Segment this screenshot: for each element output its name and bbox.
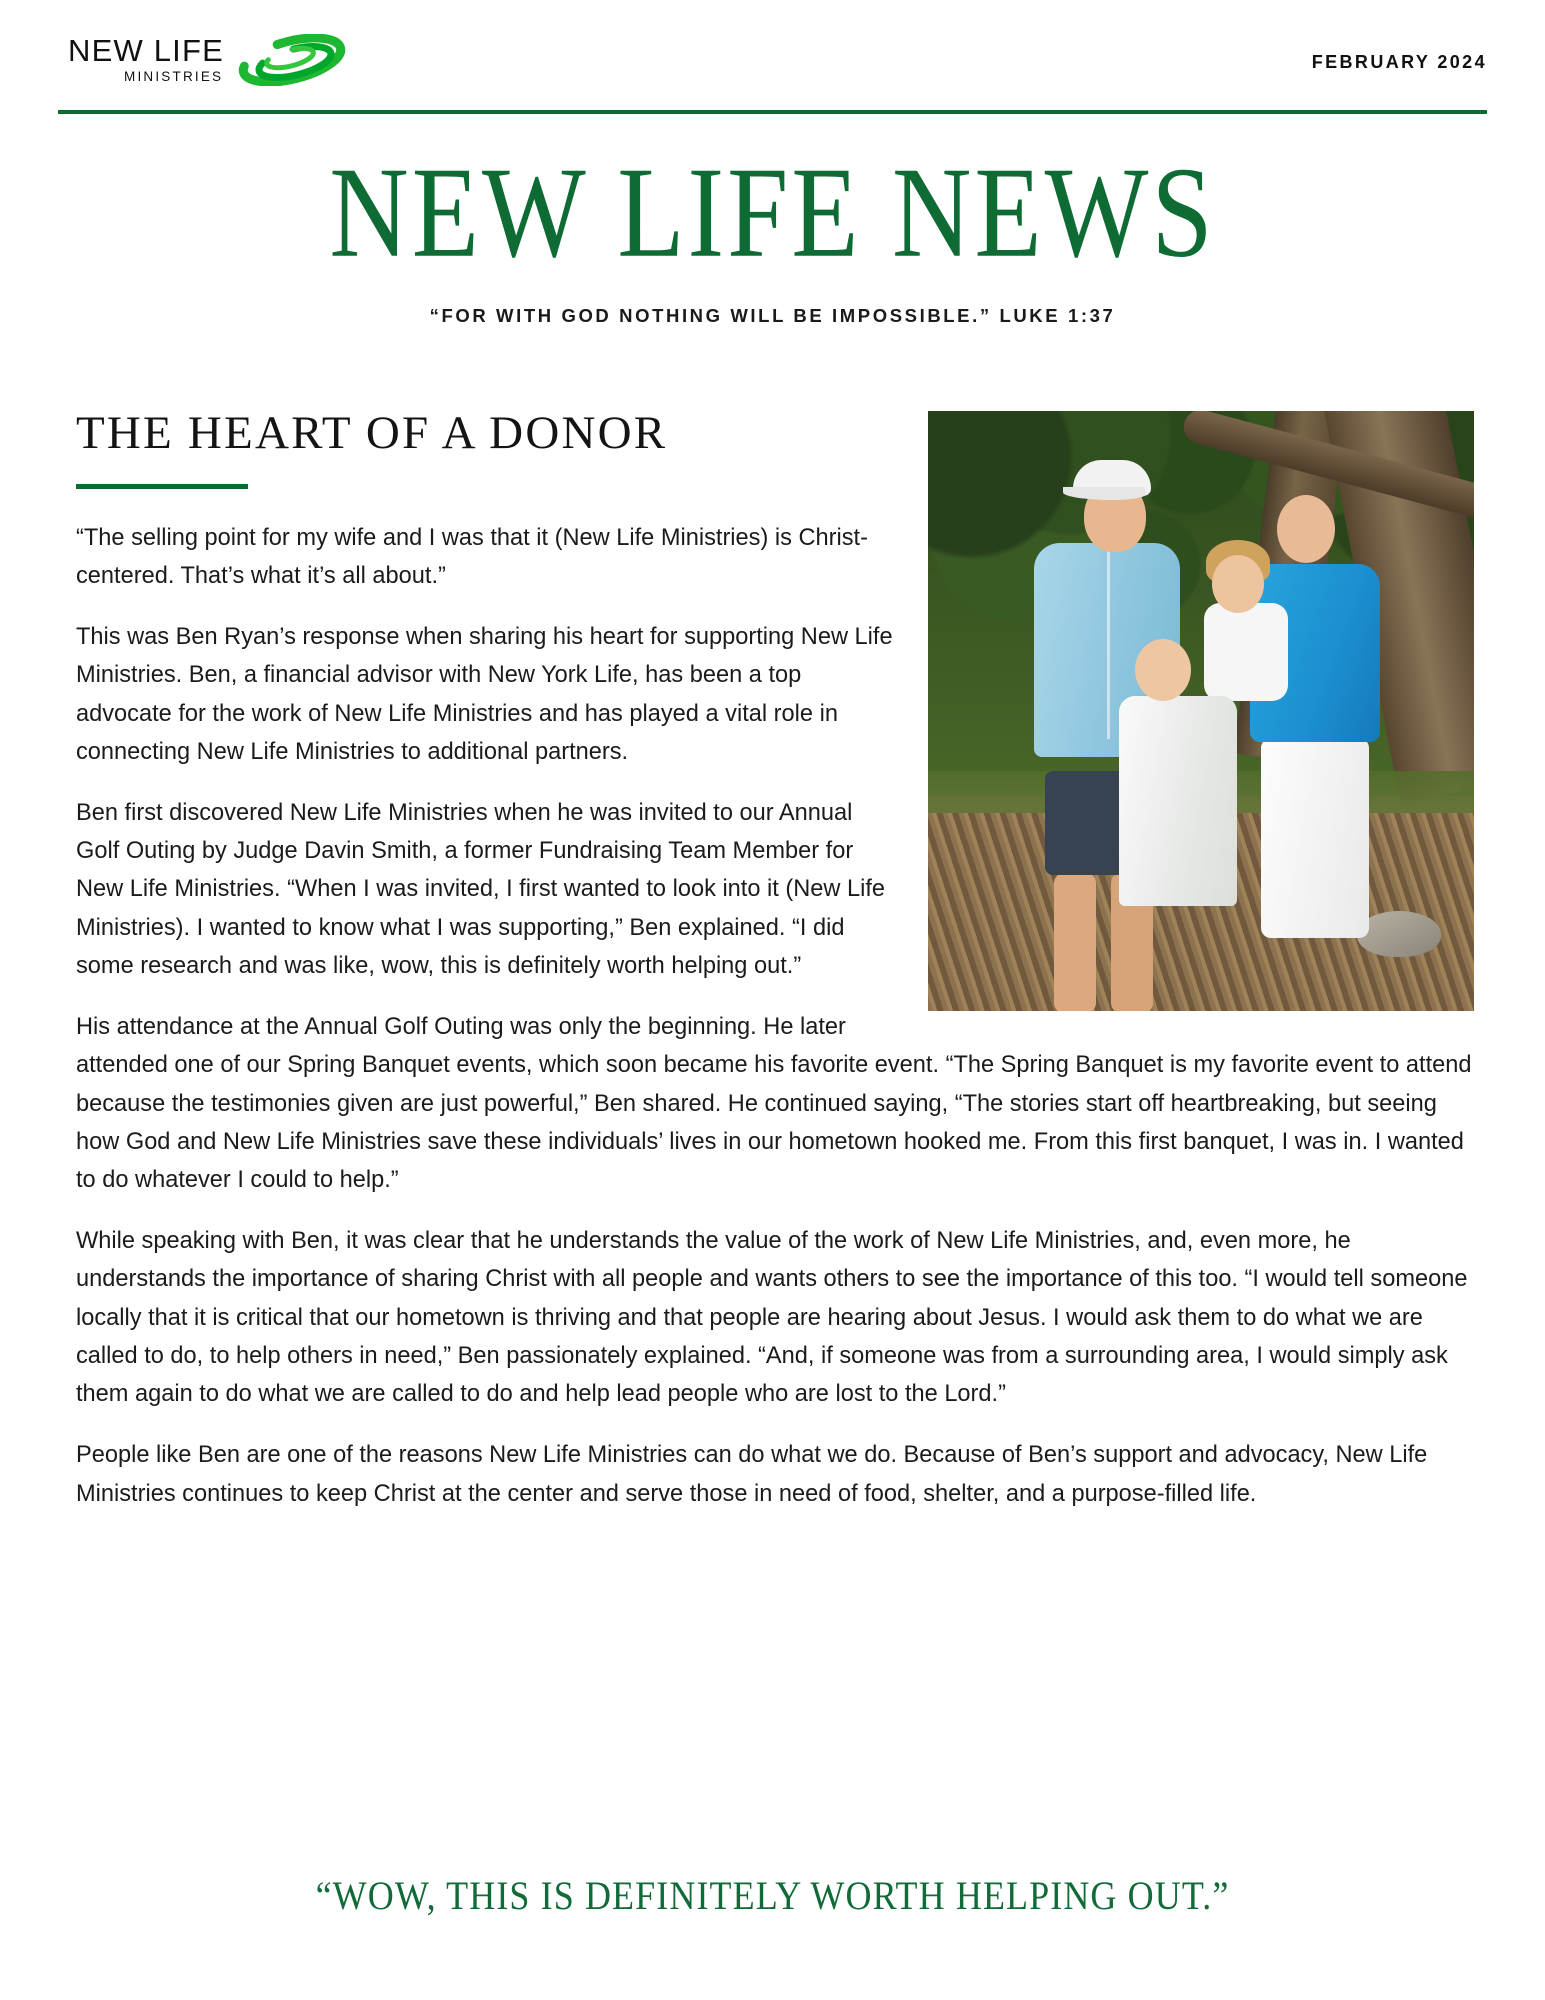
logo-wordmark: [68, 35, 224, 84]
photo-rock: [1357, 911, 1441, 957]
swoosh-orbit-icon: [238, 34, 346, 86]
organization-logo: [68, 34, 346, 84]
article-paragraph: This was Ben Ryan’s response when sharing his heart for supporting New Life Ministries. Ben, a financial advisor with New York Life, has been a top advocate for the work of New Life Ministries and has played a vital role in connecting New Life Ministries to additional partners.: [76, 624, 893, 765]
scripture-verse: “FOR WITH GOD NOTHING WILL BE IMPOSSIBLE.” LUKE 1:37: [429, 305, 1116, 326]
article-paragraph: Ben first discovered New Life Ministries when he was invited to our Annual Golf Outing by Judge Davin Smith, a former Fundraising Team Member for New Life Ministries. “When I was invited, I first wanted to look into it (New Life Ministries). I wanted to know what I was supporting,” Ben explained. “I did some research and was like, wow, this is definitely worth helping out.”: [76, 800, 886, 979]
family-portrait-photo: [928, 411, 1474, 1011]
issue-date: FEBRUARY 2024: [1311, 52, 1487, 72]
article-paragraph: While speaking with Ben, it was clear that he understands the value of the work of New Life Ministries, and, even more, he understands the importance of sharing Christ with all people and wants others to see the importance of this too. “I would tell someone locally that it is critical that our hometown is thriving and that people are hearing about Jesus. I would ask them to do what we are called to do, to help others in need,” Ben passionately explained. “And, if someone was from a surrounding area, I would simply ask them again to do what we are called to do and help lead people who are lost to the Lord.”: [76, 1228, 1468, 1408]
article-paragraph: People like Ben are one of the reasons New Life Ministries can do what we do. Because of Ben’s support and advocacy, New Life Ministries continues to keep Christ at the center and serve those in need of food, shelter, and a purpose-filled life.: [76, 1442, 1428, 1507]
pull-quote: “WOW, THIS IS DEFINITELY WORTH HELPING OUT.”: [315, 1873, 1230, 1918]
photo-girl-dress: [1119, 696, 1237, 906]
photo-toddler-head: [1212, 555, 1264, 613]
photo-woman-pants: [1261, 738, 1369, 938]
article-body: [76, 408, 1474, 1513]
logo-secondary-text: MINISTRIES: [124, 69, 224, 84]
photo-man-leg-left: [1054, 873, 1096, 1011]
photo-girl-head: [1135, 639, 1191, 701]
masthead: [58, 30, 1487, 102]
photo-toddler-body: [1204, 603, 1288, 701]
photo-woman-head: [1277, 495, 1335, 563]
headline-divider: [76, 484, 248, 489]
article-paragraph: His attendance at the Annual Golf Outing was only the beginning. He later attended one of our Spring Banquet events, which soon became his favorite event. “The Spring Banquet is my favorite event to attend because the testimonies given are just powerful,” Ben shared. He continued saying, “The stories start off heartbreaking, but seeing how God and New Life Ministries save these individuals’ lives in our hometown hooked me. From this first banquet, I was in. I wanted to do whatever I could to help.”: [76, 1014, 1472, 1193]
page-title: NEW LIFE NEWS: [329, 140, 1216, 285]
masthead-divider: [58, 110, 1487, 114]
article-headline: THE HEART OF A DONOR: [76, 407, 668, 459]
logo-primary-text: NEW LIFE: [68, 33, 225, 69]
photo-man-cap: [1073, 460, 1151, 496]
article-paragraph: “The selling point for my wife and I was that it (New Life Ministries) is Christ-centered. That’s what it’s all about.”: [76, 524, 868, 589]
